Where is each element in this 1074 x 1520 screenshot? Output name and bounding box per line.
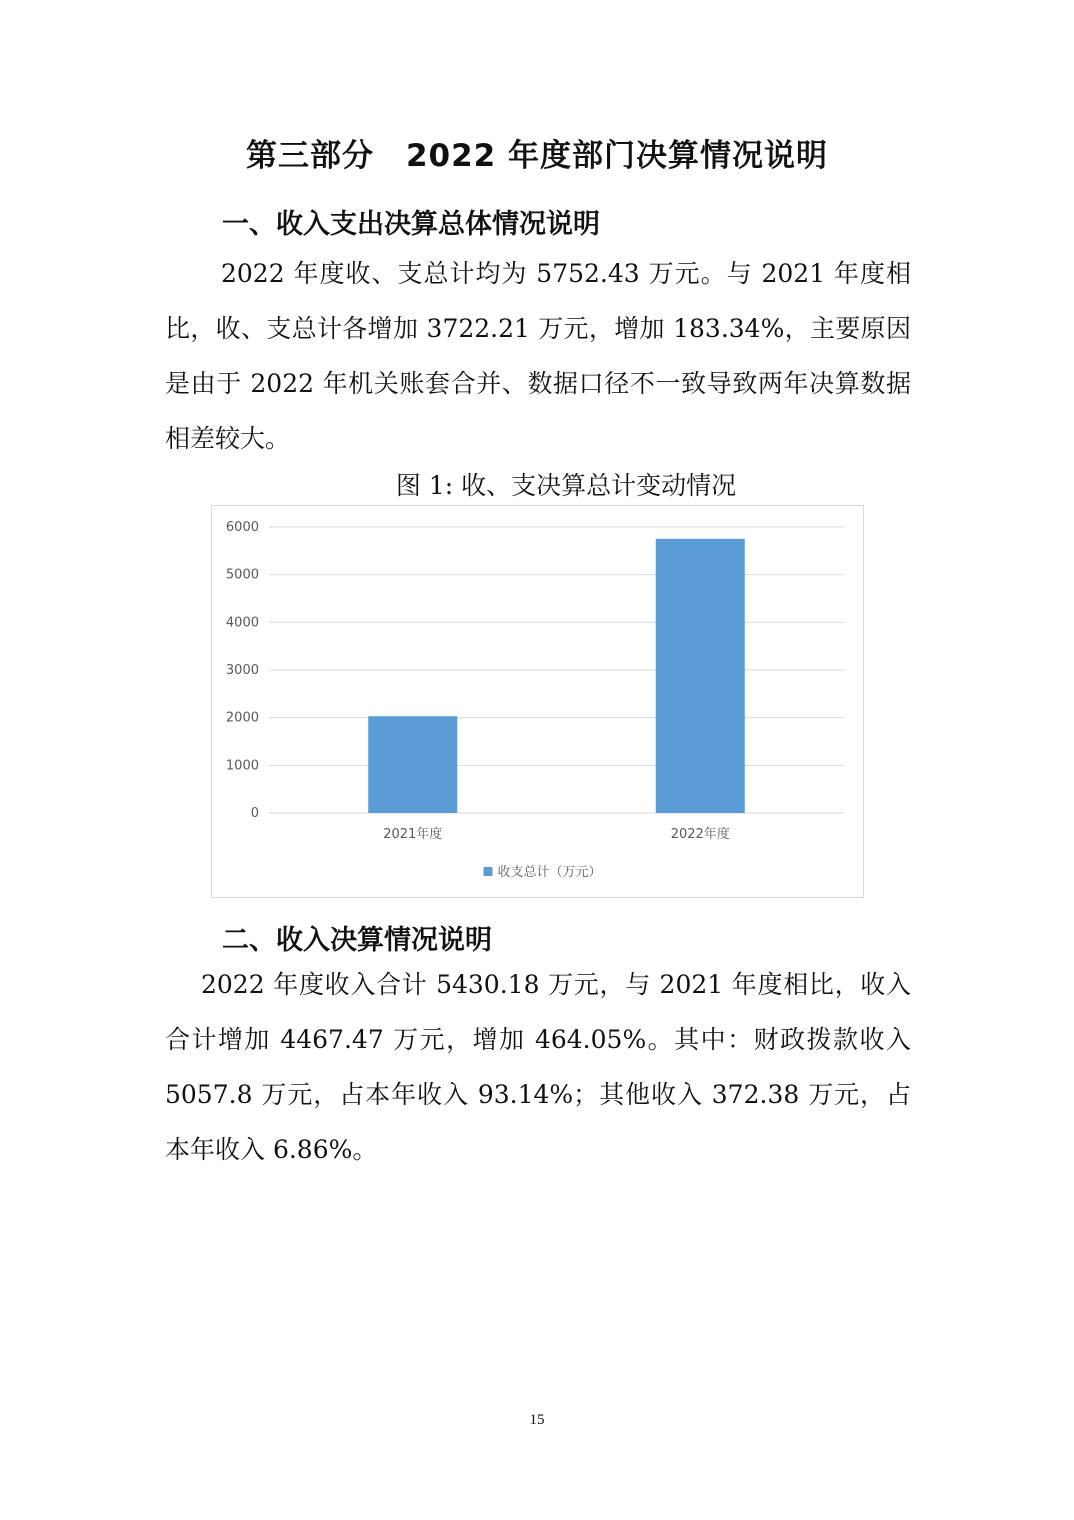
y-tick-label: 0 (250, 806, 259, 821)
bar (656, 539, 745, 813)
y-tick-label: 6000 (225, 520, 259, 535)
page-title: 第三部分 2022 年度部门决算情况说明 (245, 138, 829, 174)
page-number: 15 (529, 1412, 545, 1428)
x-tick-label: 2022年度 (670, 827, 730, 842)
chart-svg (212, 506, 863, 897)
y-tick-label: 3000 (225, 663, 259, 678)
y-tick-label: 4000 (225, 615, 259, 631)
legend-swatch (484, 867, 493, 876)
section-paragraph-2: 2022 年度收入合计 5430.18 万元，与 2021 年度相比，收入合计增加 4467.47 万元，增加 464.05%。其中：财政拨款收入 5057.8 万元，占本年收入 93.14%；其他收入 372.38 万元，占本年收入 6.86%。 (165, 970, 911, 1164)
bar (368, 716, 457, 813)
figure-caption: 图 1: 收、支决算总计变动情况 (395, 471, 737, 500)
y-tick-label: 5000 (225, 567, 259, 583)
section-heading-2: 二、收入决算情况说明 (222, 925, 492, 956)
bar-chart (211, 505, 864, 898)
legend-label: 收支总计（万元） (497, 865, 602, 880)
section-paragraph-1: 2022 年度收、支总计均为 5752.43 万元。与 2021 年度相比，收、支总计各增加 3722.21 万元，增加 183.34%，主要原因是由于 2022 年机关账套合并、数据口径不一致导致两年决算数据相差较大。 (165, 259, 911, 453)
x-tick-label: 2021年度 (383, 827, 443, 842)
y-tick-label: 2000 (225, 710, 259, 726)
section-heading-1: 一、收入支出决算总体情况说明 (222, 209, 600, 240)
y-tick-label: 1000 (225, 758, 259, 774)
